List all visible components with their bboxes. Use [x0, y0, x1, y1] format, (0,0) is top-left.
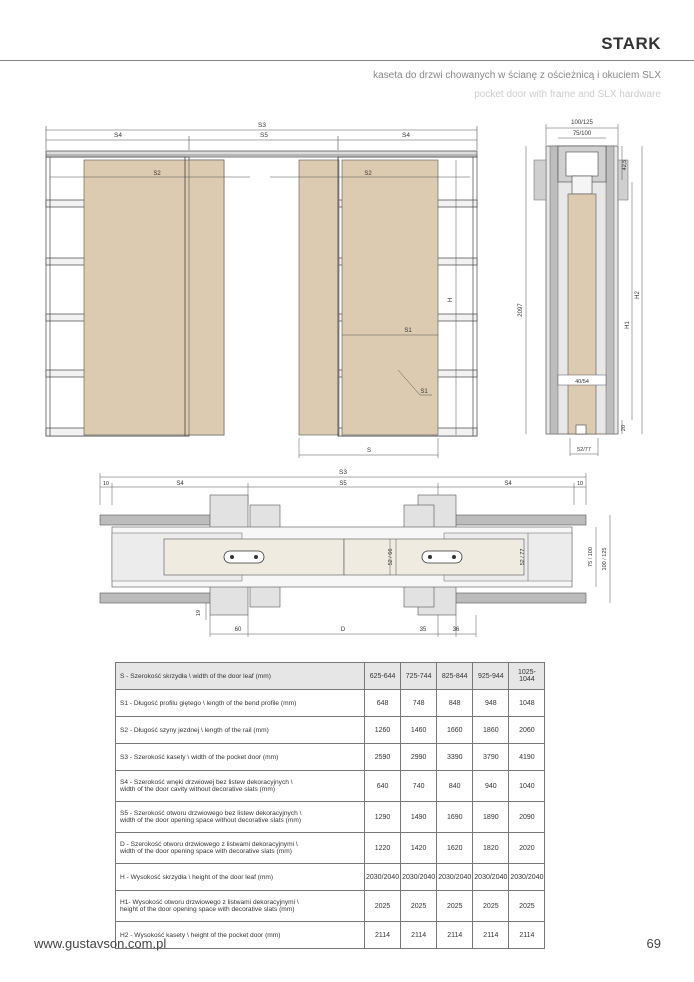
dim-75-100: 75/100 — [572, 131, 592, 137]
side-view-drawing — [510, 110, 650, 465]
plan-dim-s4-right: S4 — [504, 481, 512, 487]
row-value: 940 — [473, 771, 509, 802]
row-value: 2114 — [365, 922, 401, 949]
subtitle-english: pocket door with frame and SLX hardware — [474, 89, 661, 100]
table-row — [116, 744, 545, 771]
dim-s1-profile: S1 — [420, 389, 428, 395]
dim-s2-right: S2 — [364, 171, 372, 177]
page-number: 69 — [646, 936, 661, 951]
dim-h2: H2 — [635, 291, 641, 299]
spec-table-header — [116, 663, 545, 690]
header-range: 725-744 — [401, 663, 437, 690]
plan-dim-100-125: 100 / 125 — [602, 547, 608, 571]
row-value: 648 — [365, 690, 401, 717]
header-range: 925-944 — [473, 663, 509, 690]
table-row — [116, 864, 545, 891]
dim-s3: S3 — [258, 122, 266, 129]
row-value: 3790 — [473, 744, 509, 771]
row-value: 1460 — [401, 717, 437, 744]
plan-dim-d: D — [340, 627, 346, 633]
table-row — [116, 833, 545, 864]
table-row — [116, 891, 545, 922]
row-value: 2114 — [401, 922, 437, 949]
row-label: D - Szerokość otworu drzwiowego z listwami dekoracyjnymi \ width of the door opening space with decorative slats (mm) — [116, 833, 365, 864]
dim-42-5: 42,5 — [622, 159, 628, 171]
row-label: S3 - Szerokość kasety \ width of the pocket door (mm) — [116, 744, 365, 771]
plan-dim-52-77: 52 / 77 — [520, 548, 526, 566]
row-value: 2030/2040 — [473, 864, 509, 891]
row-value: 740 — [401, 771, 437, 802]
row-value: 748 — [401, 690, 437, 717]
plan-dim-10-right: 10 — [576, 481, 584, 487]
row-label: S5 - Szerokość otworu drzwiowego bez listew dekoracyjnych \ width of the door opening space without decorative slats (mm) — [116, 802, 365, 833]
dim-s4-left: S4 — [114, 132, 122, 139]
row-value: 1820 — [473, 833, 509, 864]
plan-dim-35: 35 — [419, 627, 427, 633]
footer-url[interactable]: www.gustavson.com.pl — [34, 936, 167, 951]
row-value: 840 — [437, 771, 473, 802]
row-value: 2030/2040 — [437, 864, 473, 891]
dim-52-77: 52/77 — [577, 447, 591, 453]
row-value: 848 — [437, 690, 473, 717]
plan-dim-s3: S3 — [339, 469, 347, 476]
plan-dim-52-66: 52 / 66 — [388, 548, 394, 566]
table-row — [116, 922, 545, 949]
plan-dim-10-left: 10 — [102, 481, 110, 487]
dim-h: H — [448, 297, 454, 303]
row-value: 1620 — [437, 833, 473, 864]
row-label: H - Wysokość skrzydła \ height of the door leaf (mm) — [116, 864, 365, 891]
row-value: 3390 — [437, 744, 473, 771]
row-value: 1690 — [437, 802, 473, 833]
row-value: 2114 — [509, 922, 545, 949]
row-value: 4190 — [509, 744, 545, 771]
row-value: 1040 — [509, 771, 545, 802]
row-value: 2590 — [365, 744, 401, 771]
brand-title: STARK — [601, 34, 661, 53]
dim-h1: H1 — [625, 321, 631, 329]
header-range: 1025-1044 — [509, 663, 545, 690]
plan-dim-s4-left: S4 — [176, 481, 184, 487]
row-value: 1890 — [473, 802, 509, 833]
row-value: 2990 — [401, 744, 437, 771]
row-value: 2025 — [401, 891, 437, 922]
row-label: S1 - Długość profilu giętego \ length of the bend profile (mm) — [116, 690, 365, 717]
plan-view-drawing — [0, 465, 694, 645]
row-value: 2025 — [437, 891, 473, 922]
row-value: 2114 — [437, 922, 473, 949]
header-range: 625-644 — [365, 663, 401, 690]
row-value: 1420 — [401, 833, 437, 864]
row-value: 2030/2040 — [509, 864, 545, 891]
row-label: H2 - Wysokość kasety \ height of the pocket door (mm) — [116, 922, 365, 949]
plan-dim-75-100: 75 / 100 — [588, 547, 594, 567]
row-value: 2025 — [365, 891, 401, 922]
row-value: 2060 — [509, 717, 545, 744]
dim-20: 20 — [621, 424, 627, 432]
dim-s: S — [366, 448, 372, 454]
spec-table — [115, 662, 545, 949]
plan-dim-36: 36 — [452, 627, 460, 633]
dim-s4-right: S4 — [402, 132, 410, 139]
row-value: 2020 — [509, 833, 545, 864]
row-value: 1660 — [437, 717, 473, 744]
table-row — [116, 771, 545, 802]
row-value: 640 — [365, 771, 401, 802]
row-value: 1260 — [365, 717, 401, 744]
row-value: 948 — [473, 690, 509, 717]
row-value: 2025 — [473, 891, 509, 922]
table-row — [116, 717, 545, 744]
row-value: 1048 — [509, 690, 545, 717]
subtitle-polish: kaseta do drzwi chowanych w ścianę z ościeżnicą i okuciem SLX — [373, 70, 661, 81]
row-value: 2030/2040 — [401, 864, 437, 891]
row-value: 1860 — [473, 717, 509, 744]
header-range: 825-844 — [437, 663, 473, 690]
dim-100-125: 100/125 — [571, 120, 593, 126]
row-label: H1- Wysokość otworu drzwiowego z listwami dekoracyjnymi \ height of the door opening space with decorative slats (mm) — [116, 891, 365, 922]
row-value: 2090 — [509, 802, 545, 833]
dim-s1: S1 — [404, 328, 412, 334]
plan-dim-s5: S5 — [339, 481, 347, 487]
row-label: S2 - Długość szyny jezdnej \ length of the rail (mm) — [116, 717, 365, 744]
dim-s2-left: S2 — [153, 171, 161, 177]
row-value: 2030/2040 — [365, 864, 401, 891]
row-value: 1290 — [365, 802, 401, 833]
header-label: S - Szerokość skrzydła \ width of the door leaf (mm) — [116, 663, 365, 690]
row-value: 2025 — [509, 891, 545, 922]
row-value: 1220 — [365, 833, 401, 864]
row-label: S4 - Szerokość wnęki drzwiowej bez listew dekoracyjnych \ width of the door cavity without decorative slats (mm) — [116, 771, 365, 802]
row-value: 2114 — [473, 922, 509, 949]
plan-dim-19: 19 — [196, 609, 202, 617]
table-row — [116, 802, 545, 833]
table-row — [116, 690, 545, 717]
row-value: 1490 — [401, 802, 437, 833]
dim-s5: S5 — [260, 132, 268, 139]
dim-2097: 2097 — [518, 303, 524, 317]
dim-40-54: 40/54 — [575, 379, 589, 385]
plan-dim-60: 60 — [234, 627, 242, 633]
